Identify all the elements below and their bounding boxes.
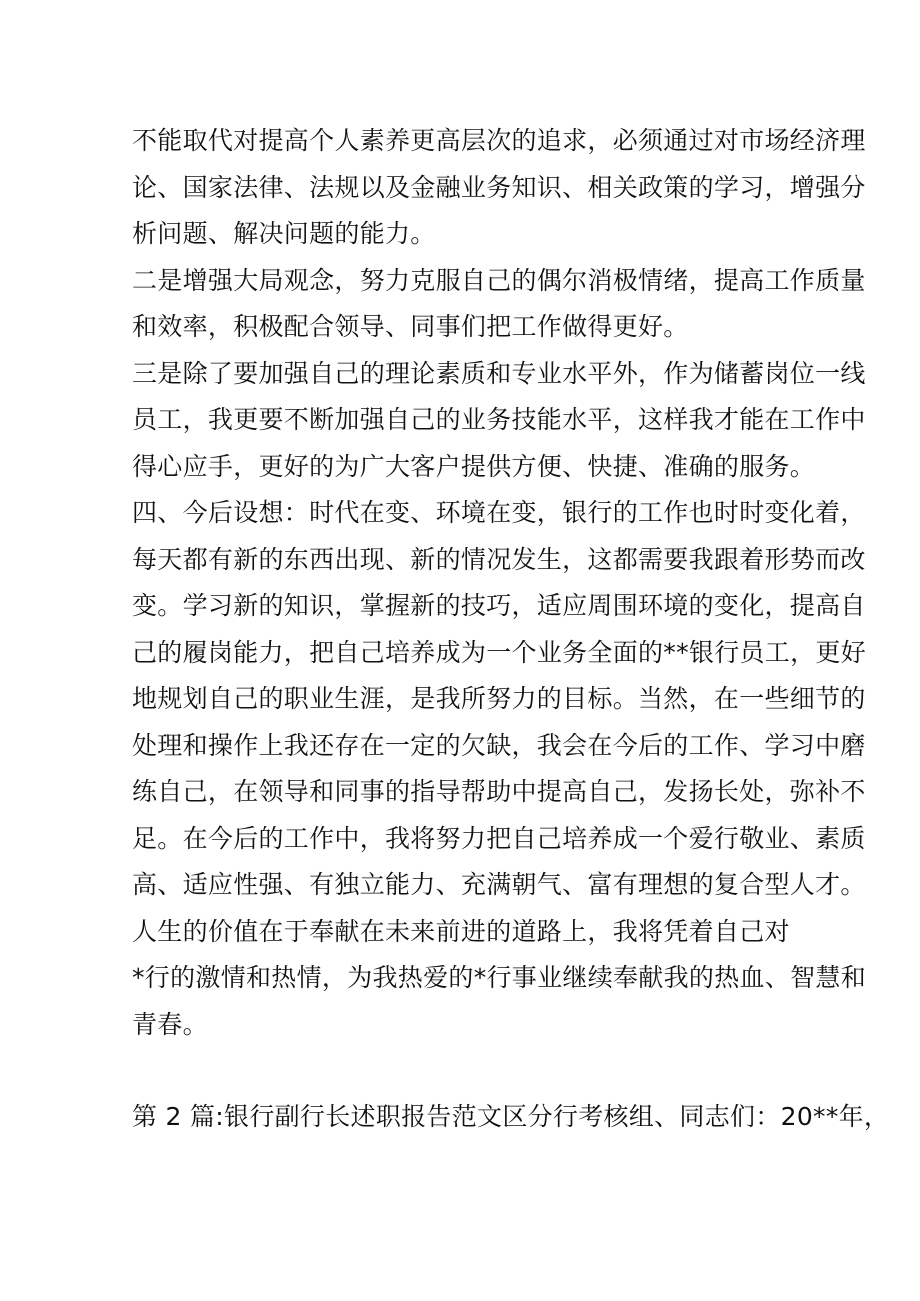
text-line: 和效率，积极配合领导、同事们把工作做得更好。: [132, 312, 689, 341]
text-line: 析问题、解决问题的能力。: [132, 219, 436, 248]
text-line: 处理和操作上我还存在一定的欠缺，我会在今后的工作、学习中磨: [132, 730, 866, 760]
text-line: 地规划自己的职业生涯，是我所努力的目标。当然，在一些细节的: [132, 684, 866, 713]
document-body: [132, 118, 890, 1141]
text-line: 己的履岗能力，把自己培养成为一个业务全面的**银行员工，更好: [132, 637, 867, 667]
text-line: 变。学习新的知识，掌握新的技巧，适应周围环境的变化，提高自: [132, 591, 866, 620]
text-line: 员工，我更要不断加强自己的业务技能水平，这样我才能在工作中: [132, 405, 866, 434]
text-line: 论、国家法律、法规以及金融业务知识、相关政策的学习，增强分: [132, 172, 866, 202]
next-section-heading: 第 2 篇:银行副行长述职报告范文区分行考核组、同志们：20**年，: [132, 1102, 890, 1131]
text-line: *行的激情和热情，为我热爱的*行事业继续奉献我的热血、智慧和: [132, 963, 867, 992]
text-line: 足。在今后的工作中，我将努力把自己培养成一个爱行敬业、素质: [132, 823, 866, 853]
text-line: 练自己，在领导和同事的指导帮助中提高自己，发扬长处，弥补不: [132, 777, 866, 806]
text-line: 四、今后设想：时代在变、环境在变，银行的工作也时时变化着，: [132, 498, 866, 527]
text-line: 不能取代对提高个人素养更高层次的追求，必须通过对市场经济理: [132, 126, 866, 155]
text-line: 二是增强大局观念，努力克服自己的偶尔消极情绪，提高工作质量: [132, 265, 866, 295]
text-line: 青春。: [132, 1009, 208, 1039]
text-line: 三是除了要加强自己的理论素质和专业水平外，作为储蓄岗位一线: [132, 358, 866, 388]
paragraph-gap: [132, 1048, 812, 1094]
text-line: 高、适应性强、有独立能力、充满朝气、富有理想的复合型人才。: [132, 870, 866, 899]
text-line: 每天都有新的东西出现、新的情况发生，这都需要我跟着形势而改: [132, 544, 866, 574]
text-line: 得心应手，更好的为广大客户提供方便、快捷、准确的服务。: [132, 451, 816, 481]
text-line: 人生的价值在于奉献在未来前进的道路上，我将凭着自己对: [132, 916, 790, 946]
